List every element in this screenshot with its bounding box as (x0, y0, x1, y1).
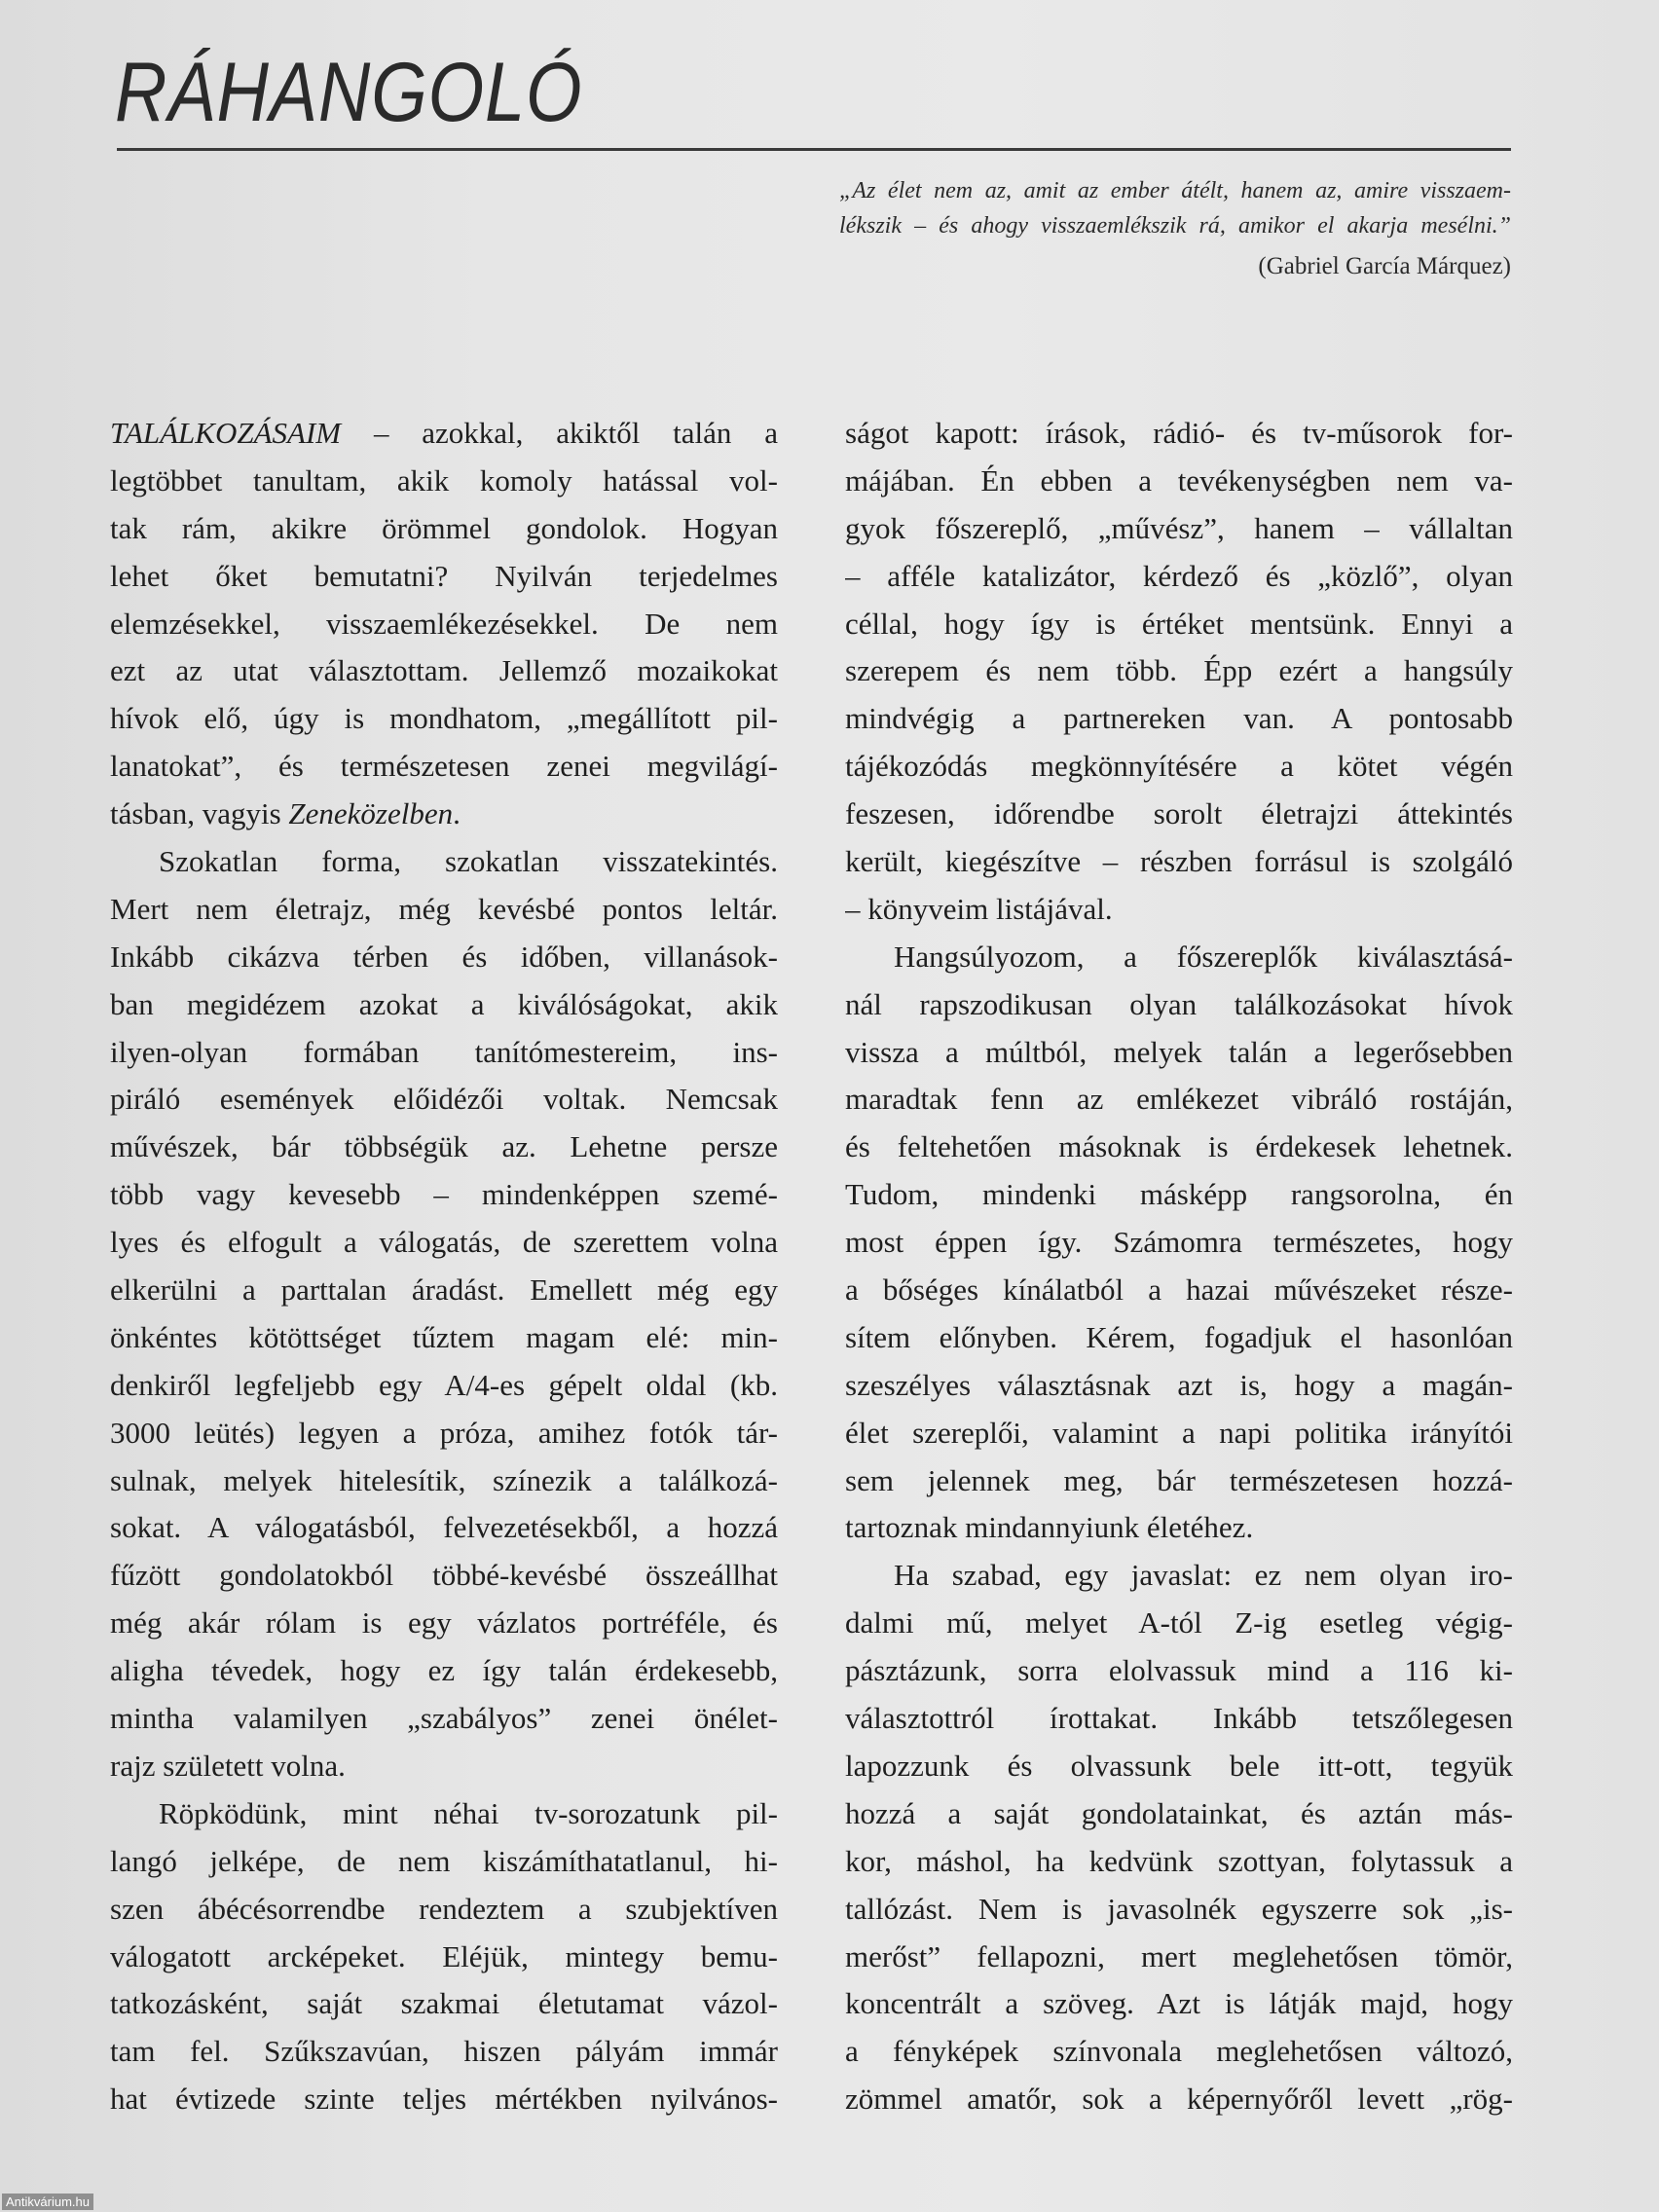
text-segment: még akár rólam is egy vázlatos portréféle, és (110, 1605, 778, 1641)
text-segment: elemzésekkel, visszaemlékezésekkel. De nem (110, 606, 778, 641)
text-segment: mintha valamilyen „szabályos” zenei önélet- (110, 1701, 778, 1736)
text-line (845, 981, 1513, 1029)
text-segment: került, kiegészítve – részben forrásul is szolgáló (845, 844, 1513, 879)
text-segment: művészek, bár többségük az. Lehetne persze (110, 1129, 778, 1164)
paragraph (110, 838, 778, 1790)
text-line (845, 2028, 1513, 2076)
text-segment: hívok elő, úgy is mondhatom, „megállított pil- (110, 701, 778, 736)
emphasized-text: TALÁLKOZÁSAIM (110, 416, 342, 450)
text-segment: fűzött gondolatokból többé-kevésbé összeállhat (110, 1558, 778, 1593)
text-line (845, 1171, 1513, 1219)
page-title: RÁHANGOLÓ (115, 46, 583, 139)
text-segment: . (453, 796, 461, 831)
text-segment: tájékozódás megkönnyítésére a kötet végén (845, 749, 1513, 784)
text-line (845, 1695, 1513, 1743)
paragraph (845, 934, 1513, 1553)
text-segment: – afféle katalizátor, kérdező és „közlő”, olyan (845, 558, 1513, 593)
emphasized-text: Zeneközelben (288, 796, 454, 831)
text-segment: szeszélyes választásnak azt is, hogy a magán- (845, 1367, 1513, 1402)
text-line (110, 1743, 778, 1790)
text-line (110, 886, 778, 934)
text-segment: tak rám, akikre örömmel gondolok. Hogyan (110, 510, 778, 545)
text-segment: ban megidézem azokat a kiválóságokat, akik (110, 986, 778, 1021)
text-line (845, 1790, 1513, 1838)
body-column-right (845, 410, 1513, 2123)
text-segment: 3000 leütés) legyen a próza, amihez fotók tár- (110, 1415, 778, 1450)
text-line (110, 1076, 778, 1124)
text-line (110, 981, 778, 1029)
text-segment: legtöbbet tanultam, akik komoly hatással vol- (110, 462, 778, 498)
text-line (845, 1743, 1513, 1790)
text-segment: ságot kapott: írások, rádió- és tv-műsorok for- (845, 416, 1513, 450)
text-segment: szen ábécésorrendbe rendeztem a szubjektíven (110, 1891, 778, 1926)
text-segment: – azokkal, akiktől talán a (341, 416, 778, 450)
text-line (110, 647, 778, 695)
text-segment: rajz született volna. (110, 1748, 346, 1783)
text-segment: zömmel amatőr, sok a képernyőről levett „rög- (845, 2082, 1513, 2117)
text-segment: merőst” fellapozni, mert meglehetősen tömör, (845, 1938, 1513, 1973)
text-segment: Ha szabad, egy javaslat: ez nem olyan iro- (894, 1558, 1513, 1593)
text-segment: Hangsúlyozom, a főszereplők kiválasztásá- (894, 939, 1513, 974)
text-segment: lanatokat”, és természetesen zenei megvilágí- (110, 749, 778, 784)
text-line (110, 934, 778, 981)
text-line (845, 647, 1513, 695)
text-line (110, 838, 778, 886)
text-segment: tallózást. Nem is javasolnék egyszerre sok „is- (845, 1891, 1513, 1926)
text-line (110, 1029, 778, 1077)
text-line (845, 553, 1513, 601)
text-line (845, 410, 1513, 458)
title-rule (117, 148, 1511, 151)
text-segment: pásztázunk, sorra elolvassuk mind a 116 ki- (845, 1653, 1513, 1688)
text-segment: sulnak, melyek hitelesítik, színezik a találkozá- (110, 1462, 778, 1497)
text-line (110, 1171, 778, 1219)
text-segment: – könyveim listájával. (845, 891, 1113, 926)
text-segment: mindvégig a partnereken van. A pontosabb (845, 701, 1513, 736)
text-line (845, 601, 1513, 648)
text-line (110, 1600, 778, 1647)
text-segment: kor, máshol, ha kedvünk szottyan, folytassuk a (845, 1843, 1513, 1878)
text-line (110, 505, 778, 553)
text-line (110, 695, 778, 743)
text-segment: sokat. A válogatásból, felvezetésekből, a hozzá (110, 1510, 778, 1545)
text-line (845, 743, 1513, 791)
text-line (110, 1886, 778, 1934)
text-segment: céllal, hogy így is értéket mentsünk. Ennyi a (845, 606, 1513, 641)
text-line (845, 1886, 1513, 1934)
text-line (845, 1838, 1513, 1886)
text-line (110, 1790, 778, 1838)
text-segment: vissza a múltból, melyek talán a legerősebben (845, 1034, 1513, 1069)
text-segment: válogatott arcképeket. Eléjük, mintegy bemu- (110, 1938, 778, 1973)
text-segment: ilyen-olyan formában tanítómestereim, ins- (110, 1034, 778, 1069)
text-line (845, 505, 1513, 553)
text-line (110, 601, 778, 648)
paragraph (845, 410, 1513, 934)
text-line (110, 1124, 778, 1171)
text-segment: lehet őket bemutatni? Nyilván terjedelmes (110, 558, 778, 593)
text-segment: maradtak fenn az emlékezet vibráló rostáján, (845, 1082, 1513, 1117)
text-line (845, 1362, 1513, 1410)
text-line (110, 1934, 778, 1981)
text-segment: sem jelennek meg, bár természetesen hozzá- (845, 1462, 1513, 1497)
text-line (110, 1552, 778, 1600)
text-segment: Tudom, mindenki másképp rangsorolna, én (845, 1177, 1513, 1212)
paragraph (110, 1790, 778, 2123)
text-segment: ezt az utat választottam. Jellemző mozaikokat (110, 653, 778, 688)
text-segment: lyes és elfogult a válogatás, de szerettem volna (110, 1225, 778, 1260)
text-line (110, 1267, 778, 1314)
text-segment: hat évtizede szinte teljes mértékben nyilvános- (110, 2082, 778, 2117)
text-segment: tartoznak mindannyiunk életéhez. (845, 1510, 1254, 1545)
text-line (110, 1695, 778, 1743)
text-line (845, 1600, 1513, 1647)
text-line (845, 695, 1513, 743)
paragraph (110, 410, 778, 838)
text-line (110, 791, 778, 838)
text-line (845, 1934, 1513, 1981)
epigraph-line: lékszik – és ahogy visszaemlékszik rá, amikor el akarja mesélni.” (839, 213, 1511, 239)
text-segment: májában. Én ebben a tevékenységben nem va- (845, 462, 1513, 498)
body-column-left (110, 410, 778, 2123)
text-segment: élet szereplői, valamint a napi politika irányítói (845, 1415, 1513, 1450)
epigraph-author: (Gabriel García Márquez) (1258, 253, 1511, 279)
text-segment: a bőséges kínálatból a hazai művészeket része- (845, 1272, 1513, 1308)
text-segment: koncentrált a szöveg. Azt is látják majd, hogy (845, 1986, 1513, 2021)
text-line (845, 2076, 1513, 2123)
text-line (845, 1314, 1513, 1362)
text-line (110, 1838, 778, 1886)
text-line (845, 838, 1513, 886)
text-segment: szerepem és nem több. Épp ezért a hangsúly (845, 653, 1513, 688)
text-line (845, 1076, 1513, 1124)
text-line (845, 1552, 1513, 1600)
text-segment: tásban, vagyis (110, 796, 289, 831)
text-line (845, 458, 1513, 505)
text-line (110, 1647, 778, 1695)
text-line (845, 1410, 1513, 1457)
text-segment: piráló események előidézői voltak. Nemcsak (110, 1082, 778, 1117)
text-line (110, 410, 778, 458)
text-line (110, 1219, 778, 1267)
text-line (110, 458, 778, 505)
text-line (110, 2028, 778, 2076)
text-segment: önkéntes kötöttséget tűztem magam elé: min- (110, 1319, 778, 1354)
text-line (845, 1219, 1513, 1267)
text-line (845, 934, 1513, 981)
text-line (845, 1647, 1513, 1695)
text-line (110, 1314, 778, 1362)
text-segment: langó jelképe, de nem kiszámíthatatlanul, hi- (110, 1843, 778, 1878)
text-segment: Röpködünk, mint néhai tv-sorozatunk pil- (159, 1795, 778, 1830)
text-segment: Szokatlan forma, szokatlan visszatekintés. (159, 844, 778, 879)
text-line (110, 1362, 778, 1410)
text-segment: most éppen így. Számomra természetes, hogy (845, 1225, 1513, 1260)
epigraph (839, 173, 1511, 284)
text-segment: aligha tévedek, hogy ez így talán érdekesebb, (110, 1653, 778, 1688)
text-line (845, 1124, 1513, 1171)
text-segment: sítem előnyben. Kérem, fogadjuk el hasonlóan (845, 1319, 1513, 1354)
text-line (845, 1267, 1513, 1314)
text-segment: a fényképek színvonala meglehetősen változó, (845, 2034, 1513, 2069)
text-line (110, 2076, 778, 2123)
text-line (845, 1504, 1513, 1552)
text-segment: és feltehetően másoknak is érdekesek lehetnek. (845, 1129, 1513, 1164)
text-line (110, 1457, 778, 1505)
epigraph-line: „Az élet nem az, amit az ember átélt, hanem az, amire visszaem- (839, 178, 1511, 203)
text-segment: tam fel. Szűkszavúan, hiszen pályám immár (110, 2034, 778, 2069)
text-line (110, 743, 778, 791)
text-segment: gyok főszereplő, „művész”, hanem – vállaltan (845, 510, 1513, 545)
watermark: Antikvárium.hu (2, 2194, 93, 2210)
text-line (845, 1457, 1513, 1505)
text-segment: nál rapszodikusan olyan találkozásokat hívok (845, 986, 1513, 1021)
text-line (845, 791, 1513, 838)
text-segment: Inkább cikázva térben és időben, villanások- (110, 939, 778, 974)
text-segment: választottról írottakat. Inkább tetszőlegesen (845, 1701, 1513, 1736)
text-line (845, 886, 1513, 934)
text-line (845, 1029, 1513, 1077)
text-segment: denkiről legfeljebb egy A/4-es gépelt oldal (kb. (110, 1367, 778, 1402)
text-line (110, 1504, 778, 1552)
text-line (110, 553, 778, 601)
text-segment: több vagy kevesebb – mindenképpen szemé- (110, 1177, 778, 1212)
text-segment: lapozzunk és olvassunk bele itt-ott, tegyük (845, 1748, 1513, 1783)
text-segment: tatkozásként, saját szakmai életutamat vázol- (110, 1986, 778, 2021)
text-segment: hozzá a saját gondolatainkat, és aztán más- (845, 1795, 1513, 1830)
text-line (110, 1980, 778, 2028)
text-segment: Mert nem életrajz, még kevésbé pontos leltár. (110, 891, 778, 926)
paragraph (845, 1552, 1513, 2123)
text-segment: elkerülni a parttalan áradást. Emellett még egy (110, 1272, 778, 1308)
text-line (110, 1410, 778, 1457)
text-line (845, 1980, 1513, 2028)
text-segment: feszesen, időrendbe sorolt életrajzi áttekintés (845, 796, 1513, 831)
text-segment: dalmi mű, melyet A-tól Z-ig esetleg végig- (845, 1605, 1513, 1641)
